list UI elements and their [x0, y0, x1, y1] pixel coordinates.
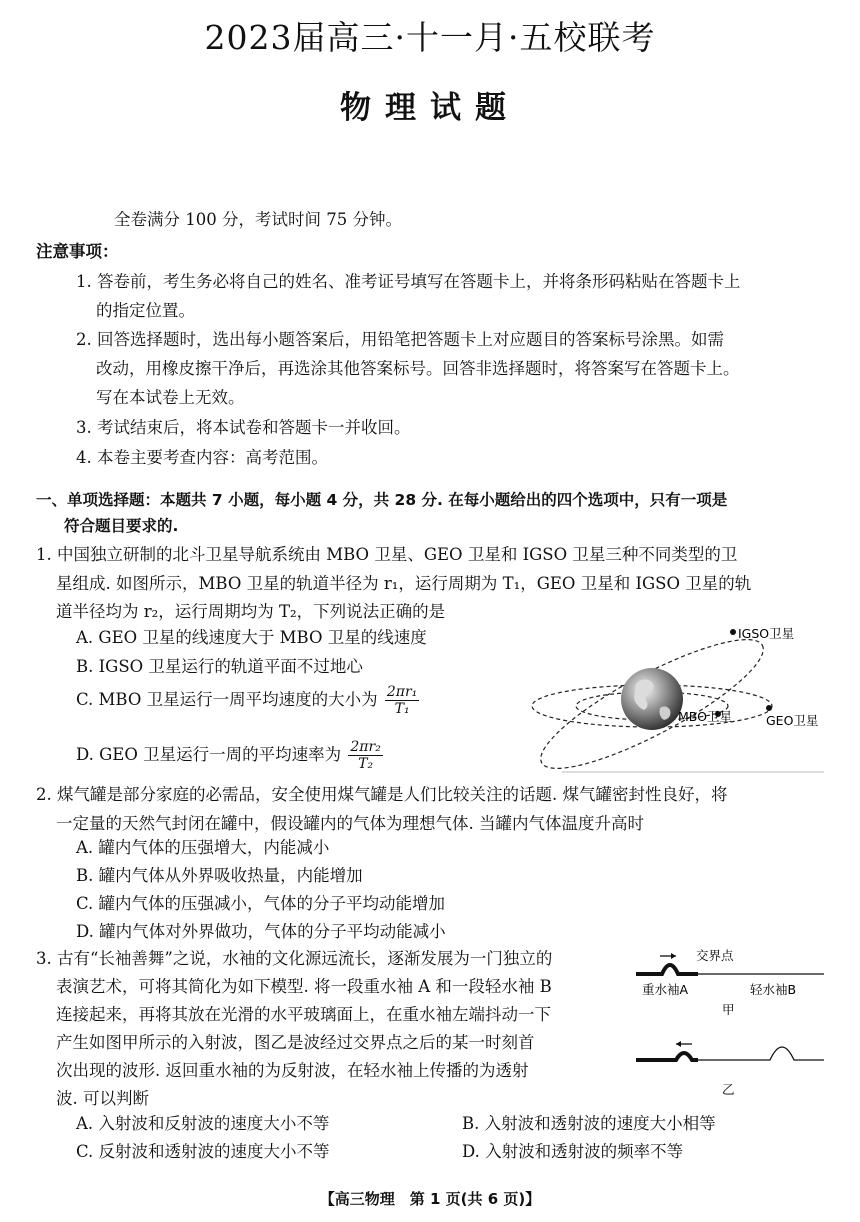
water-sleeve-figure	[632, 944, 828, 1104]
exam-subtitle: 物理试题	[340, 90, 520, 126]
question-3-option-c: C. 反射波和透射波的速度大小不等	[76, 1142, 330, 1161]
question-3-stem: 波. 可以判断	[56, 1089, 149, 1108]
question-1-stem: 道半径均为 r₂，运行周期均为 T₂，下列说法正确的是	[56, 602, 446, 621]
question-3-option-d: D. 入射波和透射波的频率不等	[462, 1142, 684, 1161]
page-footer: 【高三物理 第 1 页(共 6 页)】	[319, 1190, 541, 1208]
geo-satellite-icon	[766, 705, 772, 711]
question-2-stem: 一定量的天然气封闭在罐中，假设罐内的气体为理想气体. 当罐内气体温度升高时	[56, 814, 644, 833]
question-3-stem: 次出现的波形. 返回重水袖的为反射波，在轻水袖上传播的为透射	[56, 1061, 529, 1080]
fraction-numerator: 2πr₂	[350, 739, 381, 755]
igso-label: IGSO卫星	[738, 626, 795, 641]
heavy-sleeve-label: 重水袖A	[642, 982, 689, 997]
figure-jia-label: 甲	[722, 1002, 735, 1017]
question-1-option-c	[76, 684, 419, 717]
earth-icon	[621, 668, 683, 730]
notice-item: 写在本试卷上无效。	[96, 388, 245, 407]
geo-label: GEO卫星	[766, 713, 819, 728]
notice-heading: 注意事项：	[36, 242, 119, 261]
question-2-option-a: A. 罐内气体的压强增大，内能减小	[76, 838, 330, 857]
fraction	[348, 739, 382, 772]
option-d-text: D. GEO 卫星运行一周的平均速率为	[76, 745, 342, 764]
satellite-orbit-figure	[528, 622, 828, 774]
junction-label: 交界点	[696, 948, 734, 963]
light-sleeve-label: 轻水袖B	[750, 982, 797, 997]
exam-intro: 全卷满分 100 分，考试时间 75 分钟。	[114, 210, 402, 229]
arrowhead-right-icon	[671, 953, 676, 959]
light-sleeve-transmitted-wave	[698, 1047, 824, 1060]
question-3-stem: 连接起来，再将其放在光滑的水平玻璃面上，在重水袖左端抖动一下	[56, 1005, 551, 1024]
question-3-stem: 表演艺术，可将其简化为如下模型. 将一段重水袖 A 和一段轻水袖 B	[56, 977, 552, 996]
heavy-sleeve-incident-wave	[636, 965, 684, 974]
option-c-text: C. MBO 卫星运行一周平均速度的大小为	[76, 690, 378, 709]
question-2-option-c: C. 罐内气体的压强减小，气体的分子平均动能增加	[76, 894, 446, 913]
notice-item: 2. 回答选择题时，选出每小题答案后，用铅笔把答题卡上对应题目的答案标号涂黑。如需	[76, 330, 724, 349]
notice-item: 4. 本卷主要考查内容：高考范围。	[76, 448, 328, 467]
fraction-denominator: T₂	[358, 756, 374, 772]
mbo-label: MBO卫星	[678, 709, 732, 724]
question-1-option-d	[76, 739, 383, 772]
question-3-stem: 3. 古有“长袖善舞”之说，水袖的文化源远流长，逐渐发展为一门独立的	[36, 949, 553, 968]
section-heading-cont: 符合题目要求的.	[64, 517, 179, 535]
notice-item: 的指定位置。	[96, 301, 195, 320]
heavy-sleeve-reflected-wave	[636, 1053, 698, 1060]
question-2-option-b: B. 罐内气体从外界吸收热量，内能增加	[76, 866, 363, 885]
question-3-option-b: B. 入射波和透射波的速度大小相等	[462, 1114, 716, 1133]
question-2-option-d: D. 罐内气体对外界做功，气体的分子平均动能减小	[76, 922, 446, 941]
question-1-option-b: B. IGSO 卫星运行的轨道平面不过地心	[76, 657, 363, 676]
question-2-stem: 2. 煤气罐是部分家庭的必需品，安全使用煤气罐是人们比较关注的话题. 煤气罐密封性良好，将	[36, 785, 728, 804]
section-heading: 一、单项选择题：本题共 7 小题，每小题 4 分，共 28 分. 在每小题给出的四个选项中，只有一项是	[36, 491, 728, 509]
exam-title: 2023届高三·十一月·五校联考	[204, 18, 656, 57]
question-1-stem: 1. 中国独立研制的北斗卫星导航系统由 MBO 卫星、GEO 卫星和 IGSO 卫星三种不同类型的卫	[36, 545, 738, 564]
notice-item: 改动，用橡皮擦干净后，再选涂其他答案标号。回答非选择题时，将答案写在答题卡上。	[96, 359, 740, 378]
fraction-denominator: T₁	[394, 701, 410, 717]
question-3-option-a: A. 入射波和反射波的速度大小不等	[76, 1114, 330, 1133]
question-1-stem: 星组成. 如图所示，MBO 卫星的轨道半径为 r₁，运行周期为 T₁，GEO 卫星和 IGSO 卫星的轨	[56, 574, 752, 593]
arrowhead-left-icon	[676, 1041, 681, 1047]
notice-item: 1. 答卷前，考生务必将自己的姓名、准考证号填写在答题卡上，并将条形码粘贴在答题卡上	[76, 272, 741, 291]
igso-satellite-icon	[730, 629, 736, 635]
figure-yi-label: 乙	[722, 1082, 735, 1097]
question-1-option-a: A. GEO 卫星的线速度大于 MBO 卫星的线速度	[76, 628, 427, 647]
fraction	[385, 684, 419, 717]
fraction-numerator: 2πr₁	[386, 684, 418, 700]
notice-item: 3. 考试结束后，将本试卷和答题卡一并收回。	[76, 418, 411, 437]
question-3-stem: 产生如图甲所示的入射波，图乙是波经过交界点之后的某一时刻首	[56, 1033, 535, 1052]
